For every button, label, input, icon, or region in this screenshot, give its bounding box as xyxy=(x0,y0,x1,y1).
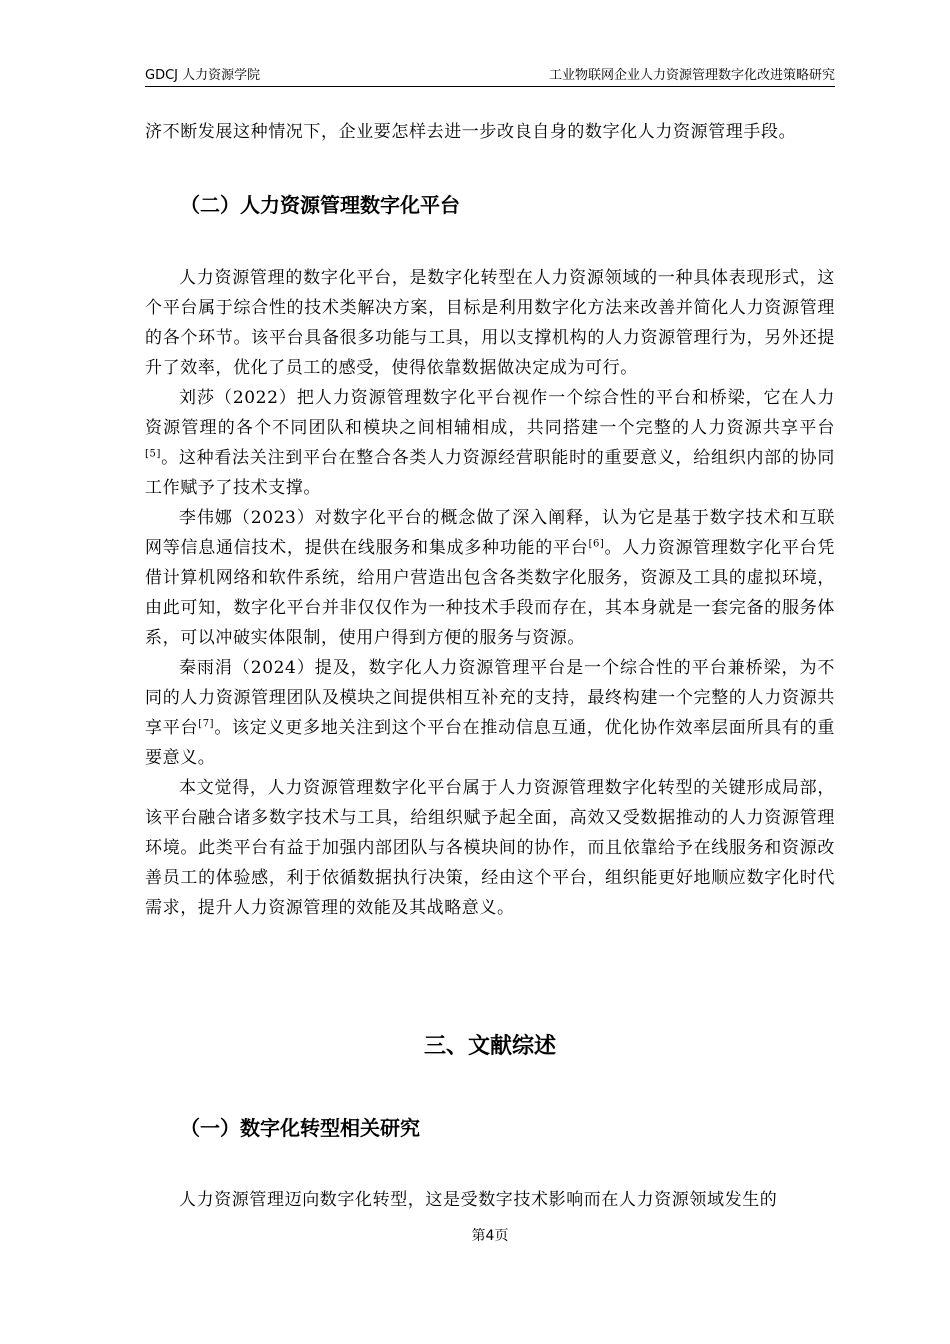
paragraph-1: 人力资源管理的数字化平台，是数字化转型在人力资源领域的一种具体表现形式，这个平台属于综合性的技术类解决方案，目标是利用数字化方法来改善并简化人力资源管理的各个环节。该平台具备很多功能与工具，用以支撑机构的人力资源管理行为，另外还提升了效率，优化了员工的感受，使得依靠数据做决定成为可行。 xyxy=(145,268,835,378)
citation-5: [5] xyxy=(145,448,161,460)
paragraph-3 xyxy=(145,503,835,653)
section-heading-platform: （二）人力资源管理数字化平台 xyxy=(180,193,460,217)
paragraph-2-text-a: 刘莎（2022）把人力资源管理数字化平台视作一个综合性的平台和桥梁，它在人力资源管理的各个不同团队和模块之间相辅相成，共同搭建一个完整的人力资源共享平台 xyxy=(145,388,835,438)
paragraph-2-text-b: 。这种看法关注到平台在整合各类人力资源经营职能时的重要意义，给组织内部的协同工作赋予了技术支撑。 xyxy=(145,448,835,498)
continuation-paragraph: 济不断发展这种情况下，企业要怎样去进一步改良自身的数字化人力资源管理手段。 xyxy=(145,122,797,142)
page-header xyxy=(145,66,835,87)
header-left-label: GDCJ 人力资源学院 xyxy=(145,68,261,83)
paragraph-3-text-a: 李伟娜（2023）对数字化平台的概念做了深入阐释，认为它是基于数字技术和互联网等信息通信技术，提供在线服务和集成多种功能的平台 xyxy=(145,508,835,558)
paragraph-3-text-b: 。人力资源管理数字化平台凭借计算机网络和软件系统，给用户营造出包含各类数字化服务，资源及工具的虚拟环境，由此可知，数字化平台并非仅仅作为一种技术手段而存在，其本身就是一套完备的服务体系，可以冲破实体限制，使用户得到方便的服务与资源。 xyxy=(145,538,835,648)
citation-6: [6] xyxy=(588,538,605,550)
chapter-paragraph-1: 人力资源管理迈向数字化转型，这是受数字技术影响而在人力资源领域发生的 xyxy=(179,1190,778,1210)
page-number: 第4页 xyxy=(471,1228,509,1244)
paragraph-2 xyxy=(145,383,835,503)
chapter-heading: 三、文献综述 xyxy=(423,1034,556,1059)
citation-7: [7] xyxy=(198,718,215,730)
subsection-heading: （一）数字化转型相关研究 xyxy=(180,1116,420,1140)
paragraph-5: 本文觉得，人力资源管理数字化平台属于人力资源管理数字化转型的关键形成局部，该平台融合诸多数字技术与工具，给组织赋予起全面，高效又受数据推动的人力资源管理环境。此类平台有益于加强内部团队与各模块间的协作，而且依靠给予在线服务和资源改善员工的体验感，利于依循数据执行决策，经由这个平台，组织能更好地顺应数字化时代需求，提升人力资源管理的效能及其战略意义。 xyxy=(145,778,835,918)
paragraph-4-text-a: 秦雨涓（2024）提及，数字化人力资源管理平台是一个综合性的平台兼桥梁，为不同的人力资源管理团队及模块之间提供相互补充的支持，最终构建一个完整的人力资源共享平台 xyxy=(145,658,835,738)
section-body xyxy=(145,263,835,923)
paragraph-4 xyxy=(145,653,835,773)
paragraph-4-text-b: 。该定义更多地关注到这个平台在推动信息互通，优化协作效率层面所具有的重要意义。 xyxy=(145,718,835,768)
header-title: 工业物联网企业人力资源管理数字化改进策略研究 xyxy=(548,68,835,83)
